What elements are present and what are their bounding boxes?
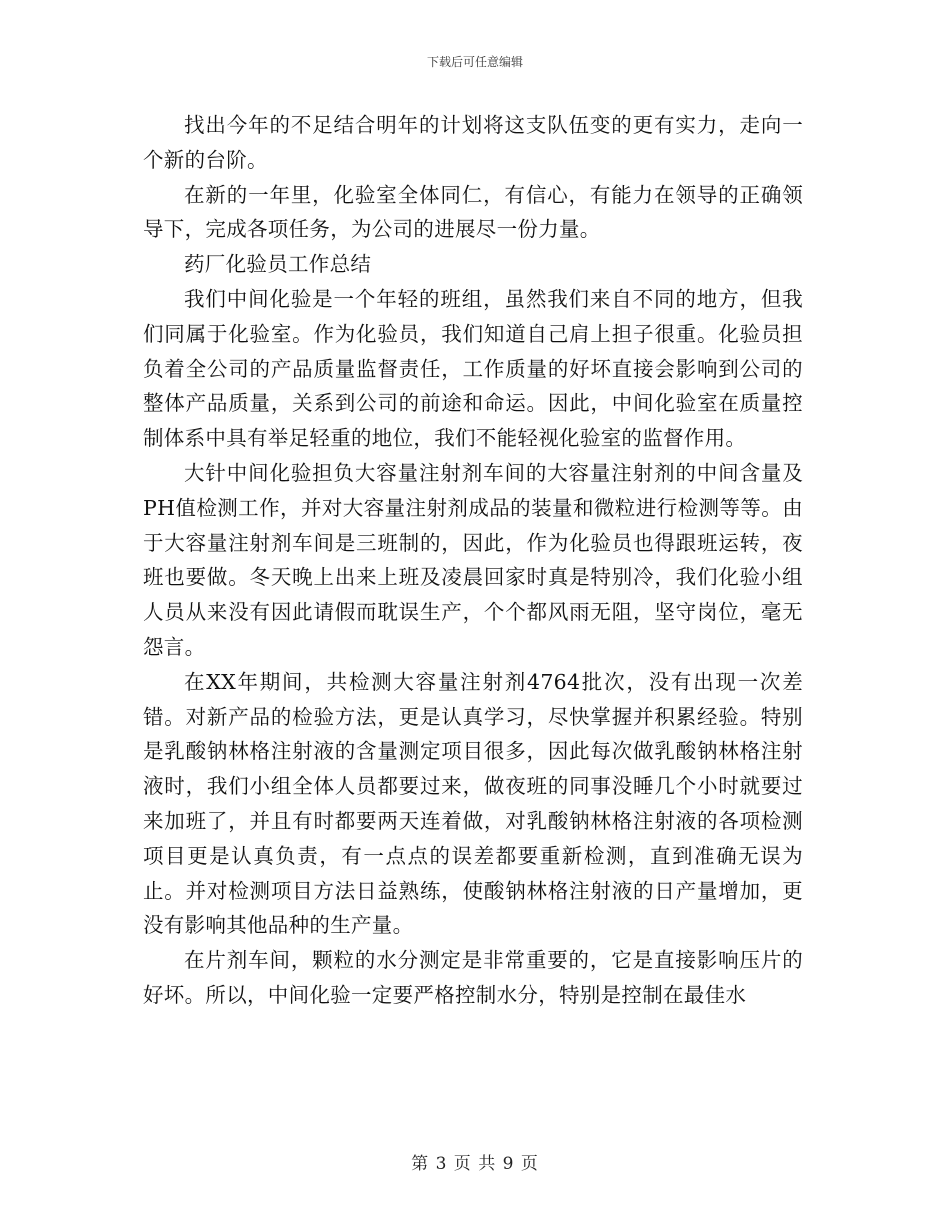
- paragraph: 我们中间化验是一个年轻的班组，虽然我们来自不同的地方，但我们同属于化验室。作为化验员，我们知道自己肩上担子很重。化验员担负着全公司的产品质量监督责任，工作质量的好坏直接会影响到公司的整体产品质量，关系到公司的前途和命运。因此，中间化验室在质量控制体系中具有举足轻重的地位，我们不能轻视化验室的监督作用。: [143, 286, 803, 451]
- page-header: 下载后可任意编辑: [426, 55, 523, 69]
- paragraph: 在新的一年里，化验室全体同仁，有信心，有能力在领导的正确领导下，完成各项任务，为公司的进展尽一份力量。: [143, 182, 803, 242]
- paragraph: 大针中间化验担负大容量注射剂车间的大容量注射剂的中间含量及PH值检测工作，并对大容量注射剂成品的装量和微粒进行检测等等。由于大容量注射剂车间是三班制的，因此，作为化验员也得跟班运转，夜班也要做。冬天晚上出来上班及凌晨回家时真是特别冷，我们化验小组人员从来没有因此请假而耽误生产，个个都风雨无阻，坚守岗位，毫无怨言。: [143, 460, 803, 659]
- document-body: [143, 108, 803, 1013]
- paragraph: 在XX年期间，共检测大容量注射剂4764批次，没有出现一次差错。对新产品的检验方法，更是认真学习，尽快掌握并积累经验。特别是乳酸钠林格注射液的含量测定项目很多，因此每次做乳酸钠林格注射液时，我们小组全体人员都要过来，做夜班的同事没睡几个小时就要过来加班了，并且有时都要两天连着做，对乳酸钠林格注射液的各项检测项目更是认真负责，有一点点的误差都要重新检测，直到准确无误为止。并对检测项目方法日益熟练，使酸钠林格注射液的日产量增加，更没有影响其他品种的生产量。: [143, 669, 803, 938]
- paragraph: 在片剂车间，颗粒的水分测定是非常重要的，它是直接影响压片的好坏。所以，中间化验一定要严格控制水分，特别是控制在最佳水: [143, 948, 803, 1007]
- page-footer: 第 3 页 共 9 页: [411, 1154, 539, 1174]
- paragraph: 找出今年的不足结合明年的计划将这支队伍变的更有实力，走向一个新的台阶。: [143, 113, 803, 172]
- section-heading: 药厂化验员工作总结: [184, 252, 372, 277]
